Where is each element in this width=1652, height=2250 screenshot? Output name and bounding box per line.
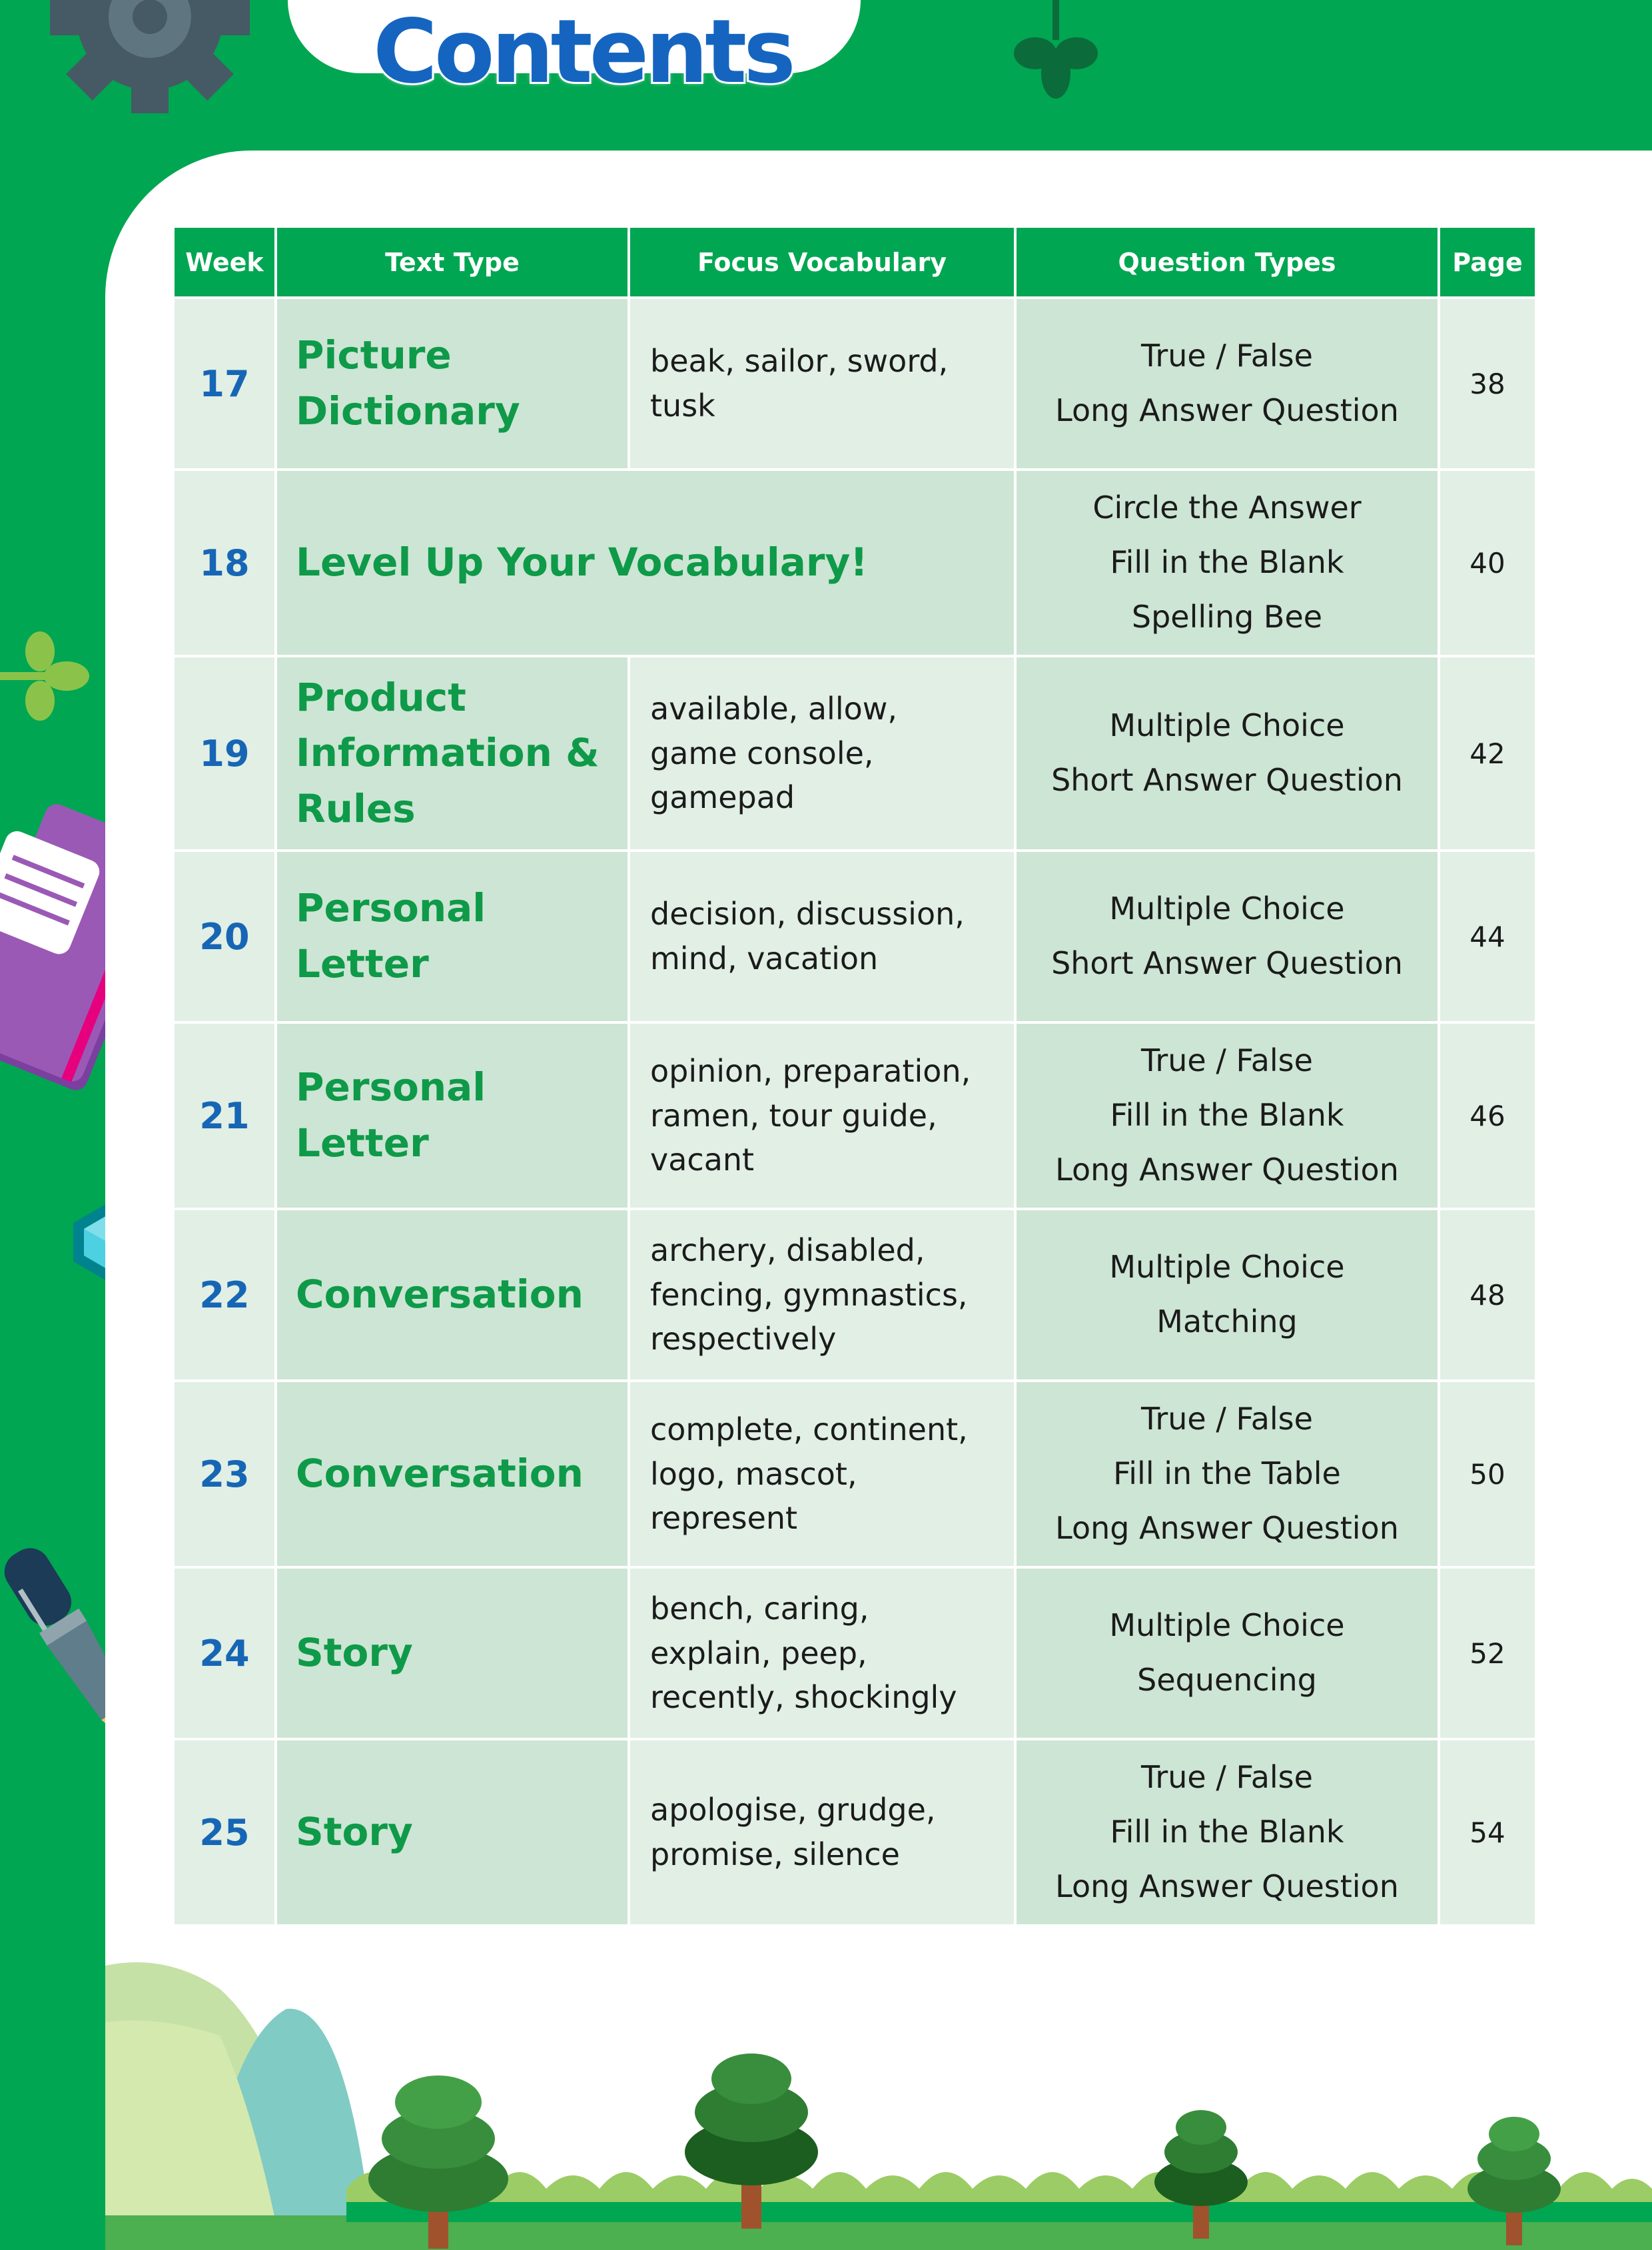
- vocab-cell: apologise, grudge, promise, silence: [629, 1739, 1015, 1926]
- vocab-cell: archery, disabled, fencing, gymnastics, respectively: [629, 1209, 1015, 1381]
- question-types-cell: [1015, 656, 1439, 851]
- table-row: [173, 470, 1536, 656]
- question-type: Short Answer Question: [1051, 945, 1403, 981]
- week-cell: 19: [173, 656, 276, 851]
- text-type-cell: Level Up Your Vocabulary!: [276, 470, 1015, 656]
- question-type: Fill in the Blank: [1110, 1814, 1344, 1850]
- table-row: [173, 1209, 1536, 1381]
- tree-icon: [1457, 2102, 1571, 2249]
- page-cell: 48: [1439, 1209, 1536, 1381]
- question-types-cell: [1015, 470, 1439, 656]
- question-types-cell: [1015, 1567, 1439, 1739]
- page-cell: 52: [1439, 1567, 1536, 1739]
- question-type: True / False: [1141, 1759, 1313, 1796]
- week-cell: 18: [173, 470, 276, 656]
- contents-table: [172, 225, 1537, 1927]
- week-cell: 21: [173, 1022, 276, 1209]
- text-type-cell: Personal Letter: [276, 851, 629, 1022]
- question-type: Long Answer Question: [1055, 1509, 1399, 1546]
- vocab-cell: bench, caring, explain, peep, recently, shockingly: [629, 1567, 1015, 1739]
- question-type: True / False: [1141, 1042, 1313, 1079]
- question-type: Multiple Choice: [1109, 1249, 1345, 1286]
- vocab-cell: beak, sailor, sword, tusk: [629, 298, 1015, 470]
- tree-icon: [671, 2036, 831, 2235]
- vocab-cell: available, allow, game console, gamepad: [629, 656, 1015, 851]
- question-type: Circle the Answer: [1092, 490, 1362, 526]
- leaf-icon: [0, 626, 100, 726]
- question-types-cell: [1015, 1022, 1439, 1209]
- question-type: Multiple Choice: [1109, 707, 1345, 744]
- table-row: [173, 656, 1536, 851]
- text-type-cell: Picture Dictionary: [276, 298, 629, 470]
- table-header-row: [173, 226, 1536, 298]
- week-cell: 22: [173, 1209, 276, 1381]
- week-cell: 23: [173, 1381, 276, 1567]
- page-cell: 46: [1439, 1022, 1536, 1209]
- gear-icon: [47, 0, 253, 113]
- header-page: Page: [1439, 226, 1536, 298]
- vocab-cell: opinion, preparation, ramen, tour guide, vacant: [629, 1022, 1015, 1209]
- page-cell: 42: [1439, 656, 1536, 851]
- text-type-cell: Conversation: [276, 1381, 629, 1567]
- question-type: Fill in the Blank: [1110, 544, 1344, 581]
- question-types-cell: [1015, 1381, 1439, 1567]
- header-week: Week: [173, 226, 276, 298]
- question-type: Matching: [1156, 1304, 1298, 1339]
- tree-icon: [1144, 2095, 1258, 2242]
- question-types-cell: [1015, 851, 1439, 1022]
- text-type-cell: Personal Letter: [276, 1022, 629, 1209]
- question-type: Long Answer Question: [1055, 1868, 1399, 1904]
- table-row: [173, 1567, 1536, 1739]
- table-row: [173, 298, 1536, 470]
- week-cell: 25: [173, 1739, 276, 1926]
- question-types-cell: [1015, 1739, 1439, 1926]
- table-row: [173, 1381, 1536, 1567]
- question-type: Multiple Choice: [1109, 891, 1345, 927]
- week-cell: 17: [173, 298, 276, 470]
- table-row: [173, 1022, 1536, 1209]
- text-type-cell: Conversation: [276, 1209, 629, 1381]
- leaf-icon: [1006, 0, 1106, 107]
- question-type: Fill in the Table: [1113, 1455, 1341, 1492]
- week-cell: 20: [173, 851, 276, 1022]
- page-cell: 44: [1439, 851, 1536, 1022]
- week-cell: 24: [173, 1567, 276, 1739]
- tree-icon: [358, 2056, 518, 2250]
- question-type: Multiple Choice: [1109, 1607, 1345, 1644]
- page-cell: 38: [1439, 298, 1536, 470]
- question-type: Spelling Bee: [1131, 598, 1323, 635]
- question-type: Short Answer Question: [1051, 762, 1403, 798]
- header-focus-vocabulary: Focus Vocabulary: [629, 226, 1015, 298]
- question-type: Long Answer Question: [1055, 392, 1399, 428]
- question-types-cell: [1015, 1209, 1439, 1381]
- text-type-cell: Story: [276, 1739, 629, 1926]
- question-type: Long Answer Question: [1055, 1151, 1399, 1188]
- question-type: Fill in the Blank: [1110, 1097, 1344, 1134]
- table-row: [173, 851, 1536, 1022]
- header-question-types: Question Types: [1015, 226, 1439, 298]
- header-text-type: Text Type: [276, 226, 629, 298]
- vocab-cell: decision, discussion, mind, vacation: [629, 851, 1015, 1022]
- page-cell: 54: [1439, 1739, 1536, 1926]
- question-type: True / False: [1141, 338, 1313, 374]
- text-type-cell: Product Information & Rules: [276, 656, 629, 851]
- question-type: Sequencing: [1137, 1662, 1317, 1698]
- question-type: True / False: [1141, 1401, 1313, 1437]
- table-row: [173, 1739, 1536, 1926]
- page-title: Contents: [373, 1, 793, 103]
- page-cell: 40: [1439, 470, 1536, 656]
- page-cell: 50: [1439, 1381, 1536, 1567]
- vocab-cell: complete, continent, logo, mascot, represent: [629, 1381, 1015, 1567]
- text-type-cell: Story: [276, 1567, 629, 1739]
- question-types-cell: [1015, 298, 1439, 470]
